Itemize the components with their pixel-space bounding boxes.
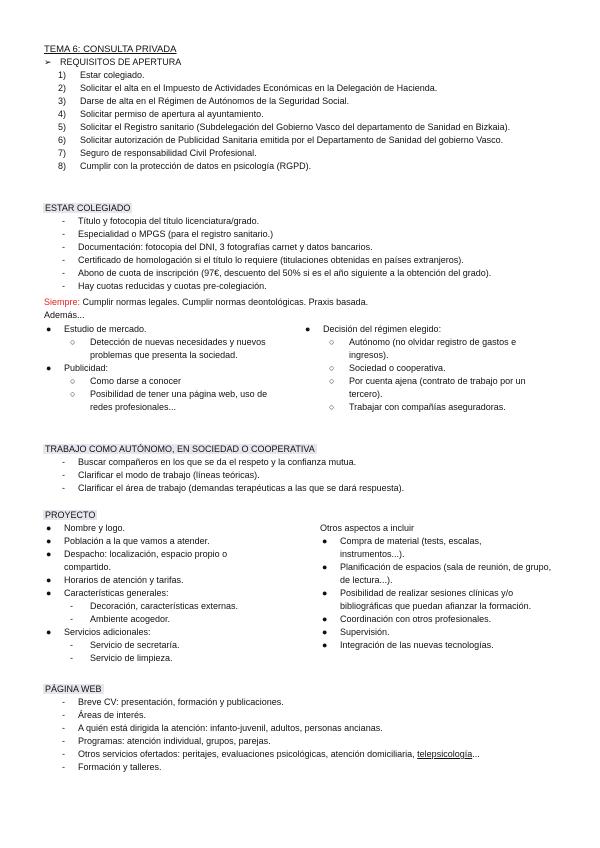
section-heading: PÁGINA WEB (45, 684, 102, 694)
list-item (46, 323, 286, 362)
item-text: Integración de las nuevas tecnologías. (340, 640, 494, 650)
sub-item (323, 362, 559, 375)
list-item: - Clarificar el modo de trabajo (líneas teóricas). (62, 470, 260, 480)
item-text: Estudio de mercado. (64, 324, 147, 334)
bullet-icon: ● (46, 536, 52, 546)
requisitos-list (58, 69, 558, 173)
item-text: Darse de alta en el Régimen de Autónomos de la Seguridad Social. (80, 96, 350, 106)
item-text: Certificado de homologación si el título lo requiere (titulaciones obtenidas en países extranjeros). (78, 255, 464, 265)
item-text: Solicitar el alta en el Impuesto de Actividades Económicas en la Delegación de Hacienda. (80, 83, 438, 93)
trabajo-list (62, 456, 562, 495)
bullet-icon: ● (46, 324, 52, 334)
list-item: - A quién está dirigida la atención: infanto-juvenil, adultos, personas ancianas. (62, 723, 383, 733)
list-item (58, 121, 558, 134)
web-heading (43, 683, 104, 696)
sub-list (64, 600, 238, 626)
section-heading: ESTAR COLEGIADO (45, 203, 131, 213)
item-text: Seguro de responsabilidad Civil Profesional. (80, 148, 257, 158)
sub-item-text: Servicio de secretaría. (90, 640, 180, 650)
list-item (46, 574, 286, 587)
item-number: 3) (58, 96, 67, 106)
circle-bullet-icon: ○ (70, 337, 76, 347)
list-item: - Abono de cuota de inscripción (97€, descuento del 50% si es el año siguiente a la obtención del grado). (62, 268, 492, 278)
sub-item-text: Servicio de limpieza. (90, 653, 173, 663)
list-item (322, 626, 562, 639)
list-item: - Programas: atención individual, grupos, parejas. (62, 736, 271, 746)
list-item: - Buscar compañeros en los que se da el respeto y la confianza mutua. (62, 457, 357, 467)
list-item (46, 548, 286, 574)
item-text: Nombre y logo. (64, 523, 126, 533)
list-item (305, 323, 565, 414)
bullet-icon: ● (46, 627, 52, 637)
otros-aspectos-heading: Otros aspectos a incluir (320, 523, 415, 533)
item-number: 5) (58, 122, 67, 132)
item-text: Características generales: (64, 588, 169, 598)
sub-item: - Decoración, características externas. (70, 601, 239, 611)
list-item (322, 587, 562, 613)
sub-item: - Servicio de limpieza. (70, 653, 173, 663)
sub-item-text: Por cuenta ajena (contrato de trabajo por un tercero). (349, 376, 526, 399)
list-item (322, 561, 562, 587)
item-text: Especialidad o MPGS (para el registro sanitario.) (78, 229, 274, 239)
list-item (58, 95, 558, 108)
item-text: Servicios adicionales: (64, 627, 151, 637)
sub-item-text: Detección de nuevas necesidades y nuevos problemas que presenta la sociedad. (90, 337, 266, 360)
item-text: Hay cuotas reducidas y cuotas pre-colegiación. (78, 281, 267, 291)
item-text: Compra de material (tests, escalas, instrumentos...). (340, 536, 482, 559)
list-item (58, 82, 558, 95)
bullet-icon: ● (322, 536, 328, 546)
item-text: Posibilidad de realizar sesiones clínicas y/o bibliográficas que puedan afianzar la formación. (340, 588, 532, 611)
item-text: Buscar compañeros en los que se da el respeto y la confianza mutua. (78, 457, 357, 467)
sub-item-text: Autónomo (no olvidar registro de gastos e ingresos). (349, 337, 517, 360)
sub-item (323, 401, 559, 414)
web-list (62, 696, 562, 774)
bullet-icon: ● (46, 575, 52, 585)
list-item (322, 639, 562, 652)
item-text: Clarificar el modo de trabajo (líneas teóricas). (78, 470, 260, 480)
item-text: Decisión del régimen elegido: (323, 324, 442, 334)
list-item (58, 69, 558, 82)
arrow-bullet-icon: ➢ (44, 57, 52, 67)
sub-list (64, 336, 282, 362)
trabajo-heading (43, 443, 317, 456)
bullet-icon: ● (322, 614, 328, 624)
section-heading: PROYECTO (45, 510, 96, 520)
item-text: Otros servicios ofertados: peritajes, evaluaciones psicológicas, atención domiciliaria, (78, 749, 418, 759)
list-item: - Formación y talleres. (62, 762, 162, 772)
list-item: - Áreas de interés. (62, 710, 147, 720)
bullet-icon: ● (322, 562, 328, 572)
colegiado-heading (43, 202, 132, 215)
sub-list (64, 639, 180, 665)
bullet-icon: ● (46, 523, 52, 533)
item-text: Planificación de espacios (sala de reunión, de grupo, de lectura...). (340, 562, 552, 585)
requisitos-heading (44, 56, 181, 69)
item-text: Población a la que vamos a atender. (64, 536, 210, 546)
circle-bullet-icon: ○ (70, 376, 76, 386)
item-text: Documentación: fotocopia del DNI, 3 fotografías carnet y datos bancarios. (78, 242, 373, 252)
page-title: TEMA 6: CONSULTA PRIVADA (44, 44, 177, 55)
list-item: - Título y fotocopia del título licenciatura/grado. (62, 216, 260, 226)
item-text: Formación y talleres. (78, 762, 162, 772)
item-text: Programas: atención individual, grupos, parejas. (78, 736, 271, 746)
circle-bullet-icon: ○ (70, 389, 76, 399)
list-item (46, 626, 286, 665)
proyecto-right-list (322, 535, 562, 652)
bullet-icon: ● (322, 588, 328, 598)
sub-item: - Ambiente acogedor. (70, 614, 171, 624)
list-item (46, 587, 286, 626)
item-number: 2) (58, 83, 67, 93)
sub-item: - Servicio de secretaría. (70, 640, 180, 650)
sub-item (64, 336, 282, 362)
siempre-label: Siempre: (44, 297, 81, 307)
list-item (322, 535, 562, 561)
item-text: Coordinación con otros profesionales. (340, 614, 492, 624)
item-text: Horarios de atención y tarifas. (64, 575, 184, 585)
proyecto-left-list (46, 522, 286, 665)
circle-bullet-icon: ○ (329, 402, 335, 412)
list-item (46, 535, 286, 548)
list-item (322, 613, 562, 626)
sub-item-text: Como darse a conocer (90, 376, 182, 386)
item-number: 4) (58, 109, 67, 119)
siempre-text: Cumplir normas legales. Cumplir normas deontológicas. Praxis basada. (80, 297, 369, 307)
ademas-label: Además... (44, 310, 85, 320)
item-text: A quién está dirigida la atención: infanto-juvenil, adultos, personas ancianas. (78, 723, 383, 733)
requisitos-heading-text: REQUISITOS DE APERTURA (60, 57, 182, 67)
list-item (46, 522, 286, 535)
item-text: Áreas de interés. (78, 710, 147, 720)
sub-list (323, 336, 559, 414)
item-text: Solicitar permiso de apertura al ayuntamiento. (80, 109, 264, 119)
bullet-icon: ● (322, 640, 328, 650)
list-item (58, 108, 558, 121)
list-item: - Documentación: fotocopia del DNI, 3 fotografías carnet y datos bancarios. (62, 242, 373, 252)
item-number: 6) (58, 135, 67, 145)
section-heading: TRABAJO COMO AUTÓNOMO, EN SOCIEDAD O COOPERATIVA (45, 444, 315, 454)
colegiado-right-list (305, 323, 565, 414)
sub-item-text: Sociedad o cooperativa. (349, 363, 446, 373)
item-text: Solicitar autorización de Publicidad Sanitaria emitida por el Departamento de Sanidad del gobierno Vasco. (80, 135, 504, 145)
colegiado-list (62, 215, 562, 293)
sub-item (64, 375, 286, 388)
item-text-end: ... (472, 749, 480, 759)
item-text: Publicidad: (64, 363, 109, 373)
proyecto-heading (43, 509, 97, 522)
bullet-icon: ● (305, 324, 311, 334)
bullet-icon: ● (46, 588, 52, 598)
item-text: Estar colegiado. (80, 70, 145, 80)
item-text: Clarificar el área de trabajo (demandas terapéuticas a las que se dará respuesta). (78, 483, 405, 493)
list-item (58, 134, 558, 147)
circle-bullet-icon: ○ (329, 363, 335, 373)
list-item (58, 147, 558, 160)
item-text: Solicitar el Registro sanitario (Subdelegación del Gobierno Vasco del departamento de Sanidad en Bizkaia). (80, 122, 511, 132)
item-text: Cumplir con la protección de datos en psicología (RGPD). (80, 161, 312, 171)
item-text: Supervisión. (340, 627, 390, 637)
bullet-icon: ● (46, 363, 52, 373)
item-text: Despacho: localización, espacio propio o compartido. (64, 549, 228, 572)
circle-bullet-icon: ○ (329, 337, 335, 347)
sub-item (323, 375, 559, 401)
item-number: 8) (58, 161, 67, 171)
bullet-icon: ● (322, 627, 328, 637)
list-item: - Hay cuotas reducidas y cuotas pre-colegiación. (62, 281, 267, 291)
sub-item (323, 336, 559, 362)
siempre-line (44, 296, 368, 309)
item-text: Abono de cuota de inscripción (97€, descuento del 50% si es el año siguiente a la obtención del grado). (78, 268, 492, 278)
sub-list (64, 375, 286, 414)
sub-item-text: Posibilidad de tener una página web, uso de redes profesionales... (90, 389, 268, 412)
list-item (46, 362, 286, 414)
item-number: 1) (58, 70, 67, 80)
list-item: - Otros servicios ofertados: peritajes, evaluaciones psicológicas, atención domiciliaria, telepsicología... (62, 749, 480, 759)
list-item: - Clarificar el área de trabajo (demandas terapéuticas a las que se dará respuesta). (62, 483, 405, 493)
list-item: - Especialidad o MPGS (para el registro sanitario.) (62, 229, 274, 239)
item-number: 7) (58, 148, 67, 158)
list-item: - Breve CV: presentación, formación y publicaciones. (62, 697, 284, 707)
bullet-icon: ● (46, 549, 52, 559)
sub-item (64, 388, 286, 414)
list-item: - Certificado de homologación si el título lo requiere (titulaciones obtenidas en países extranjeros). (62, 255, 464, 265)
sub-item-text: Ambiente acogedor. (90, 614, 171, 624)
item-text: Título y fotocopia del título licenciatura/grado. (78, 216, 260, 226)
item-text: Breve CV: presentación, formación y publicaciones. (78, 697, 284, 707)
sub-item-text: Trabajar con compañías aseguradoras. (349, 402, 506, 412)
colegiado-left-list (46, 323, 286, 414)
circle-bullet-icon: ○ (329, 376, 335, 386)
telepsicologia-link[interactable]: telepsicología (417, 749, 473, 759)
list-item (58, 160, 558, 173)
sub-item-text: Decoración, características externas. (90, 601, 239, 611)
